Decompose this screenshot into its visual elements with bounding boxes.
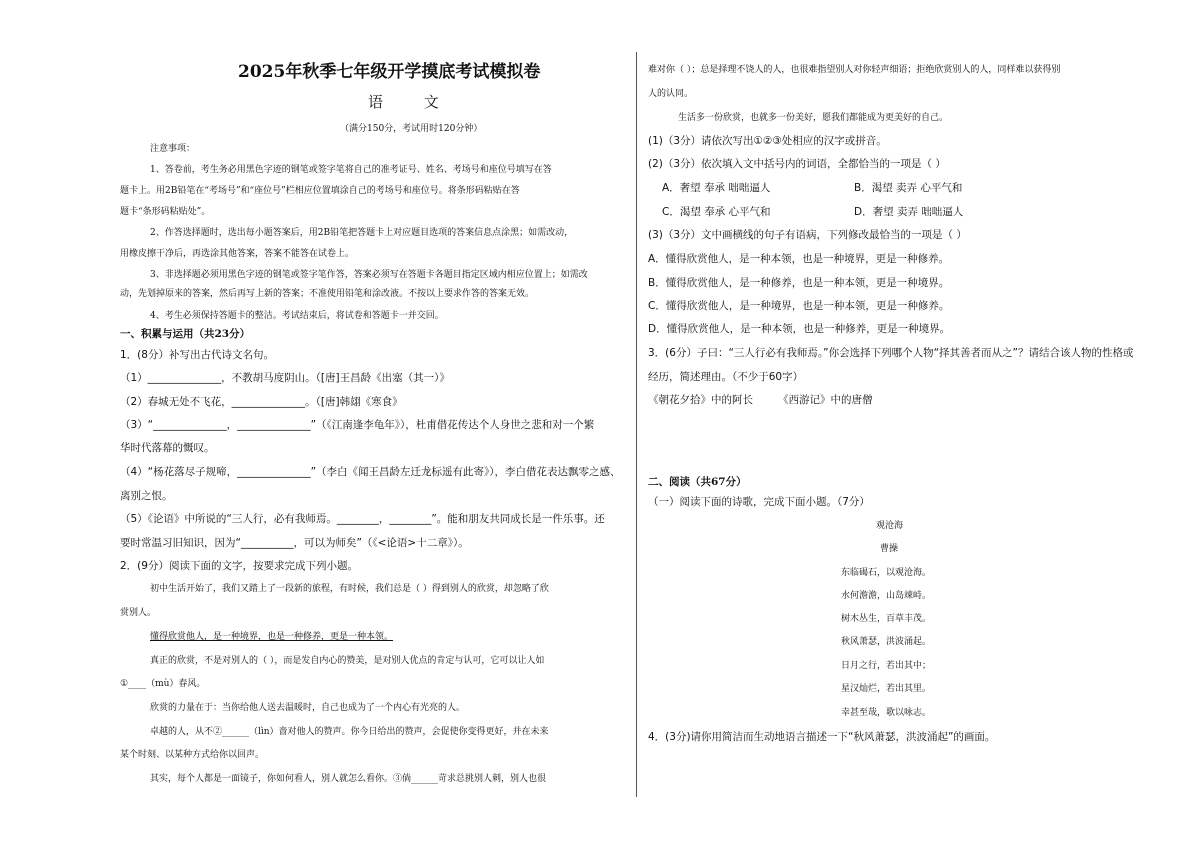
choice: 《西游记》中的唐僧 [778, 394, 873, 406]
question-stem: 经历，简述理由。（不少于60字） [648, 371, 804, 383]
passage-line: 难对你（ ）；总是择理不饶人的人，也很难指望别人对你轻声细语；拒绝欣赏别人的人，同样难以获得别 [648, 65, 1061, 75]
passage-line: 卓越的人，从不②______（lìn）啬对他人的赞声。你今日给出的赞声，会促使你变得更好，并在未来 [150, 727, 549, 737]
option: C．懂得欣赏他人，是一种境界，也是一种本领，更是一种修养。 [648, 300, 950, 312]
option: B．渴望 卖弄 心平气和 [854, 182, 963, 194]
option: A．懂得欣赏他人，是一种本领，也是一种境界，更是一种修养。 [648, 253, 950, 265]
question-stem: 1．(8分）补写出古代诗文名句。 [120, 349, 274, 361]
subject-title: 语 文 [368, 93, 457, 111]
notes-line: 题卡上。用2B铅笔在“考场号”和“座位号”栏相应位置填涂自己的考场号和座位号。将条形码粘贴在答 [120, 186, 520, 196]
option: C．渴望 奉承 心平气和 [662, 206, 771, 218]
passage-line: 赏别人。 [120, 608, 157, 618]
poem-line: 幸甚至哉，歌以咏志。 [841, 708, 932, 718]
passage-line: 欣赏的力量在于：当你给他人送去温暖时，自己也成为了一个内心有光亮的人。 [150, 703, 466, 713]
question-item: （4）“杨花落尽子规啼，______________”（李白《闻王昌龄左迁龙标遥有此寄》），李白借花表达飘零之感、 [120, 466, 621, 478]
notes-line: 题卡“条形码粘贴处”。 [120, 207, 211, 217]
poem-line: 日月之行，若出其中； [841, 661, 932, 671]
passage-line: 初中生活开始了，我们又踏上了一段新的旅程，有时候，我们总是（ ）得到别人的欣赏，却忽略了欣 [150, 584, 549, 594]
passage-line: 生活多一份欣赏，也就多一份美好，愿我们都能成为更美好的自己。 [678, 113, 949, 123]
question-item: 华时代落幕的慨叹。 [120, 442, 215, 454]
question-stem: 2．(9分）阅读下面的文字，按要求完成下列小题。 [120, 560, 358, 572]
poem-author: 曹操 [880, 544, 899, 554]
notes-line: 动，先划掉原来的答案，然后再写上新的答案；不准使用铅笔和涂改液。不按以上要求作答的答案无效。 [120, 289, 535, 299]
question-item: （3）“______________，______________”（《江南逢李龟年》），杜甫借花传达个人身世之悲和对一个繁 [120, 419, 595, 431]
question-item: 要时常温习旧知识，因为“__________，可以为师矣”（《<论语>十二章》）。 [120, 537, 469, 549]
sub-question: (2)（3分）依次填入文中括号内的词语，全都恰当的一项是（ ） [648, 158, 946, 170]
question-stem: 3．(6分）子曰：“三人行必有我师焉。”你会选择下列哪个人物“择其善者而从之”？请结合该人物的性格或 [648, 347, 1134, 359]
question-item: （2）春城无处不飞花，______________。（[唐]韩翃《寒食》 [120, 396, 403, 408]
option: D．奢望 卖弄 咄咄逼人 [854, 206, 964, 218]
question-stem: 4．(3分)请你用简洁而生动地语言描述一下“秋风萧瑟，洪波涌起”的画面。 [648, 731, 996, 743]
question-item: 离别之恨。 [120, 490, 173, 502]
choice: 《朝花夕拾》中的阿长 [648, 394, 753, 406]
option: A．奢望 奉承 咄咄逼人 [662, 182, 771, 194]
exam-title: 2025年秋季七年级开学摸底考试模拟卷 [238, 62, 541, 82]
column-divider [636, 52, 637, 797]
notes-line: 3、非选择题必须用黑色字迹的钢笔或签字笔作答，答案必须写在答题卡各题目指定区域内相应位置上；如需改 [150, 270, 588, 280]
notes-line: 用橡皮擦干净后，再选涂其他答案，答案不能答在试卷上。 [120, 249, 355, 259]
score-info: （满分150分，考试用时120分钟） [340, 124, 483, 134]
underlined-sentence: 懂得欣赏他人，是一种境界，也是一种修养，更是一种本领。 [150, 632, 394, 642]
poem-line: 秋风萧瑟，洪波涌起。 [841, 637, 932, 647]
passage-line: 人的认同。 [648, 89, 694, 99]
section-heading: 一、积累与运用（共23分） [120, 328, 251, 340]
poem-line: 水何澹澹，山岛竦峙。 [841, 591, 932, 601]
poem-line: 树木丛生，百草丰茂。 [841, 614, 932, 624]
passage-line: 真正的欣赏，不是对别人的（ ），而是发自内心的赞美，是对别人优点的肯定与认可，它可以让人如 [150, 656, 545, 666]
sub-question: (3)（3分）文中画横线的句子有语病，下列修改最恰当的一项是（ ） [648, 229, 967, 241]
passage-line: ①____（mù）春风。 [120, 679, 206, 689]
poem-line: 东临碣石，以观沧海。 [841, 568, 932, 578]
notes-line: 4、考生必须保持答题卡的整洁。考试结束后，将试卷和答题卡一并交回。 [150, 311, 444, 321]
poem-line: 星汉灿烂，若出其里。 [841, 684, 932, 694]
notes-heading: 注意事项： [150, 144, 196, 154]
option: B．懂得欣赏他人，是一种修养，也是一种本领，更是一种境界。 [648, 277, 950, 289]
section-heading: 二、阅读（共67分） [648, 476, 747, 488]
poem-title: 观沧海 [876, 521, 904, 531]
notes-line: 2、作答选择题时，选出每小题答案后，用2B铅笔把答题卡上对应题目选项的答案信息点涂黑；如需改动， [150, 228, 574, 238]
sub-heading: （一）阅读下面的诗歌，完成下面小题。（7分） [648, 496, 870, 508]
passage-line: 其实，每个人都是一面镜子，你如何看人，别人就怎么看你。③倘______苛求总挑别人刺，别人也很 [150, 774, 547, 784]
option: D．懂得欣赏他人，是一种本领，也是一种修养，更是一种境界。 [648, 323, 951, 335]
sub-question: (1)（3分）请依次写出①②③处相应的汉字或拼音。 [648, 135, 887, 147]
question-item: （5）《论语》中所说的“三人行，必有我师焉。________，________”。能和朋友共同成长是一件乐事。还 [120, 513, 605, 525]
notes-line: 1、答卷前，考生务必用黑色字迹的钢笔或签字笔将自己的准考证号、姓名、考场号和座位号填写在答 [150, 165, 552, 175]
passage-line: 某个时刻、以某种方式给你以回声。 [120, 750, 265, 760]
question-item: （1）______________，不教胡马度阴山。（[唐]王昌龄《出塞（其一）》 [120, 372, 450, 384]
